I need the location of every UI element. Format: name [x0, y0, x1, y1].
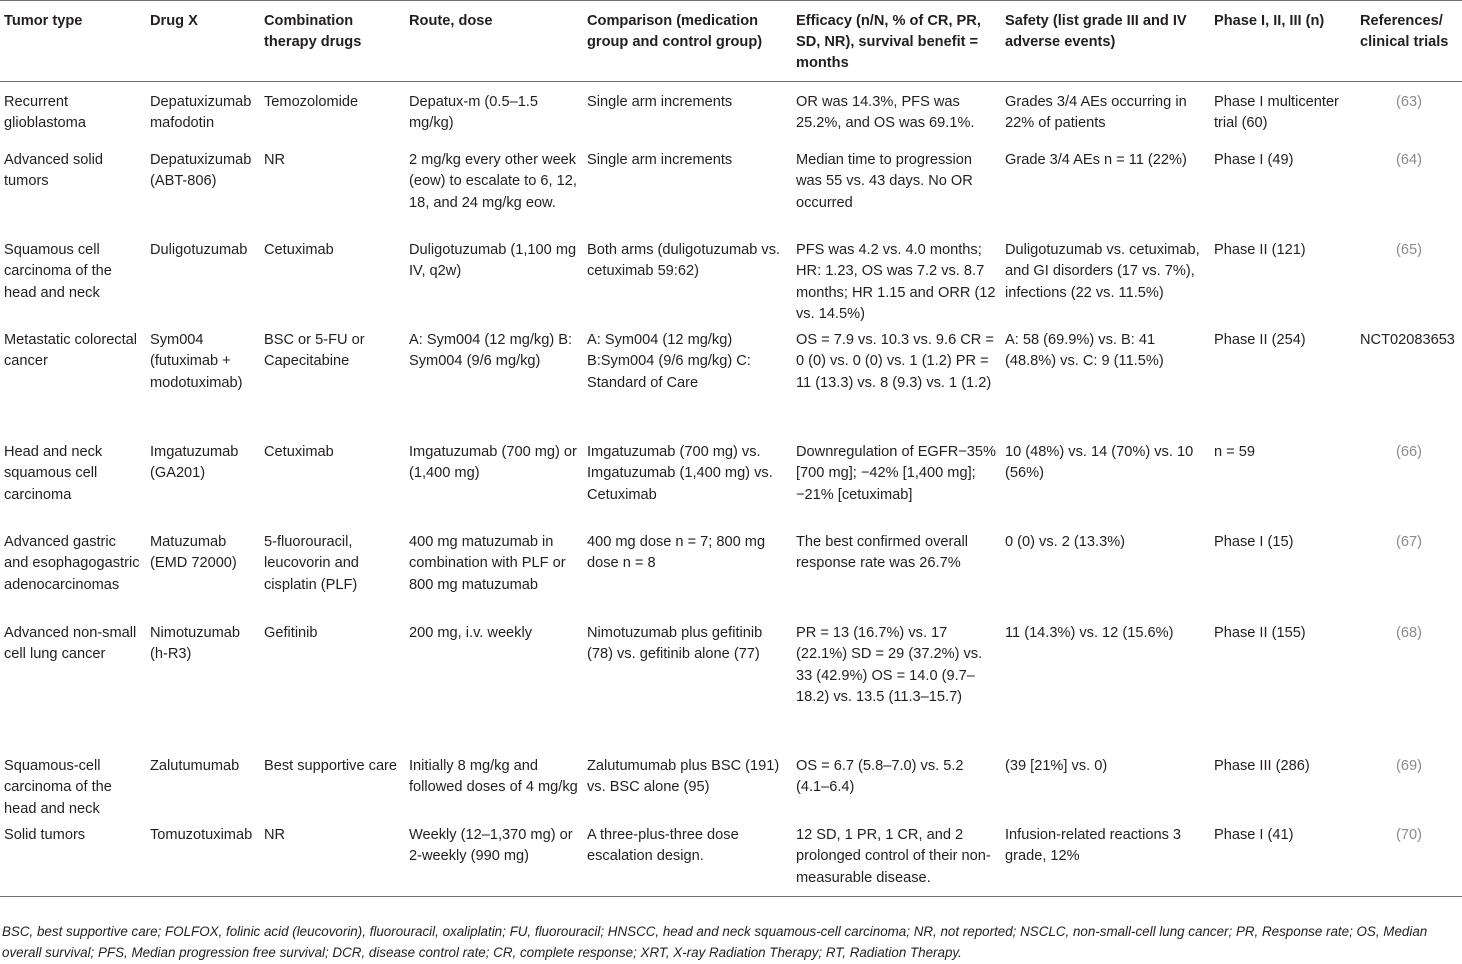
- cell-route-dose: 2 mg/kg every other week (eow) to escalate to 6, 12, 18, and 24 mg/kg eow.: [409, 152, 577, 211]
- cell-comparison: A: Sym004 (12 mg/kg) B:Sym004 (9/6 mg/kg) C: Standard of Care: [587, 332, 751, 391]
- header-tumor-type: Tumor type: [0, 1, 146, 82]
- cell-combination: BSC or 5-FU or Capecitabine: [264, 332, 365, 370]
- cell-phase: Phase II (155): [1214, 625, 1306, 642]
- cell-efficacy: OS = 7.9 vs. 10.3 vs. 9.6 CR = 0 (0) vs. 0 (0) vs. 1 (1.2) PR = 11 (13.3) vs. 8 (9.3) vs. 1 (1.2): [796, 332, 994, 391]
- cell-combination: Cetuximab: [264, 242, 334, 259]
- cell-reference-link[interactable]: (70): [1356, 825, 1462, 896]
- cell-comparison: Single arm increments: [587, 93, 733, 110]
- cell-efficacy: OR was 14.3%, PFS was 25.2%, and OS was 69.1%.: [796, 93, 975, 131]
- table-footnote: BSC, best supportive care; FOLFOX, folinic acid (leucovorin), fluorouracil, oxaliplatin; FU, fluorouracil; HNSCC, head and neck squamous-cell carcinoma; NR, not reported; NSCLC, non-small-cell lung cancer; PR, Response rate; OS, Median overall survival; PFS, Median progression free survival; DCR, disease control rate; CR, complete response; XRT, X-ray Radiation Therapy; RT, Radiation Therapy.: [2, 924, 1428, 960]
- cell-safety: 10 (48%) vs. 14 (70%) vs. 10 (56%): [1005, 444, 1194, 482]
- cell-efficacy: 12 SD, 1 PR, 1 CR, and 2 prolonged control of their non-measurable disease.: [792, 825, 1001, 896]
- cell-tumor-type: Recurrent glioblastoma: [4, 93, 86, 131]
- cell-route-dose: 200 mg, i.v. weekly: [409, 625, 533, 642]
- table-row: [0, 825, 1462, 896]
- cell-combination: Gefitinib: [264, 625, 318, 642]
- cell-route-dose: Weekly (12–1,370 mg) or 2-weekly (990 mg): [405, 825, 583, 896]
- cell-drug: Duligotuzumab: [150, 242, 248, 259]
- cell-drug: Sym004 (futuximab + modotuximab): [150, 332, 243, 391]
- header-references: References/ clinical trials: [1356, 1, 1462, 82]
- cell-phase: n = 59: [1214, 444, 1255, 461]
- cell-comparison: Single arm increments: [587, 152, 733, 169]
- cell-safety: 0 (0) vs. 2 (13.3%): [1005, 534, 1126, 551]
- header-phase: Phase I, II, III (n): [1210, 1, 1356, 82]
- table-body: [0, 81, 1462, 896]
- table-header: [0, 1, 1462, 82]
- cell-drug: Matuzumab (EMD 72000): [150, 534, 237, 572]
- cell-route-dose: Duligotuzumab (1,100 mg IV, q2w): [409, 242, 577, 280]
- table-row: [0, 532, 1462, 623]
- cell-combination: NR: [264, 152, 286, 169]
- cell-drug: Nimotuzumab (h-R3): [150, 625, 241, 663]
- cell-route-dose: Depatux-m (0.5–1.5 mg/kg): [409, 93, 538, 131]
- table-row: [0, 756, 1462, 825]
- cell-phase: Phase I (15): [1214, 534, 1294, 551]
- cell-efficacy: Downregulation of EGFR−35% [700 mg]; −42% [1,400 mg]; −21% [cetuximab]: [796, 444, 996, 503]
- header-drug: Drug X: [146, 1, 260, 82]
- cell-reference-link[interactable]: (65): [1396, 242, 1422, 259]
- header-safety: Safety (list grade III and IV adverse events): [1001, 1, 1210, 82]
- table-row: [0, 623, 1462, 756]
- cell-tumor-type: Solid tumors: [0, 825, 146, 896]
- cell-tumor-type: Squamous cell carcinoma of the head and neck: [4, 242, 112, 301]
- cell-reference-link[interactable]: (63): [1396, 93, 1422, 110]
- cell-clinical-trial-id: NCT02083653: [1360, 332, 1455, 349]
- cell-tumor-type: Advanced solid tumors: [4, 152, 103, 190]
- cell-safety: (39 [21%] vs. 0): [1005, 758, 1108, 775]
- cell-combination: Temozolomide: [264, 93, 359, 110]
- table-row: [0, 240, 1462, 330]
- header-row: [0, 1, 1462, 82]
- cell-reference-link[interactable]: (66): [1396, 444, 1422, 461]
- cell-efficacy: PFS was 4.2 vs. 4.0 months; HR: 1.23, OS was 7.2 vs. 8.7 months; HR 1.15 and ORR (12 vs. 14.5%): [796, 242, 996, 322]
- cell-safety: 11 (14.3%) vs. 12 (15.6%): [1005, 625, 1174, 642]
- cell-phase: Phase II (254): [1214, 332, 1306, 349]
- cell-drug: Imgatuzumab (GA201): [150, 444, 239, 482]
- table-row: [0, 330, 1462, 442]
- header-comparison: Comparison (medication group and control group): [583, 1, 792, 82]
- cell-phase: Phase I (49): [1214, 152, 1294, 169]
- cell-drug: Depatuxizumab mafodotin: [150, 93, 252, 131]
- cell-combination: NR: [260, 825, 405, 896]
- cell-comparison: Nimotuzumab plus gefitinib (78) vs. gefitinib alone (77): [587, 625, 763, 663]
- cell-drug: Zalutumumab: [150, 758, 240, 775]
- table-row: [0, 81, 1462, 150]
- cell-efficacy: The best confirmed overall response rate was 26.7%: [796, 534, 968, 572]
- cell-tumor-type: Advanced non-small cell lung cancer: [4, 625, 137, 663]
- cell-route-dose: Initially 8 mg/kg and followed doses of 4 mg/kg: [409, 758, 578, 796]
- cell-efficacy: PR = 13 (16.7%) vs. 17 (22.1%) SD = 29 (37.2%) vs. 33 (42.9%) OS = 14.0 (9.7–18.2) vs. 13.5 (11.3–15.7): [796, 625, 983, 705]
- cell-tumor-type: Head and neck squamous cell carcinoma: [4, 444, 103, 503]
- cell-tumor-type: Metastatic colorectal cancer: [4, 332, 138, 370]
- cell-tumor-type: Advanced gastric and esophagogastric adenocarcinomas: [4, 534, 140, 593]
- cell-comparison: A three-plus-three dose escalation design.: [583, 825, 792, 896]
- cell-phase: Phase I (41): [1210, 825, 1356, 896]
- table-row: [0, 150, 1462, 240]
- cell-tumor-type: Squamous-cell carcinoma of the head and neck: [4, 758, 112, 817]
- cell-phase: Phase II (121): [1214, 242, 1306, 259]
- cell-combination: Best supportive care: [264, 758, 398, 775]
- cell-efficacy: Median time to progression was 55 vs. 43 days. No OR occurred: [796, 152, 973, 211]
- header-route-dose: Route, dose: [405, 1, 583, 82]
- cell-phase: Phase I multicenter trial (60): [1214, 93, 1339, 131]
- cell-safety: Duligotuzumab vs. cetuximab, and GI disorders (17 vs. 7%), infections (22 vs. 11.5%): [1005, 242, 1200, 301]
- cell-combination: 5-fluorouracil, leucovorin and cisplatin (PLF): [264, 534, 359, 593]
- cell-comparison: 400 mg dose n = 7; 800 mg dose n = 8: [587, 534, 766, 572]
- cell-phase: Phase III (286): [1214, 758, 1310, 775]
- cell-safety: A: 58 (69.9%) vs. B: 41 (48.8%) vs. C: 9 (11.5%): [1005, 332, 1164, 370]
- cell-combination: Cetuximab: [264, 444, 334, 461]
- cell-efficacy: OS = 6.7 (5.8–7.0) vs. 5.2 (4.1–6.4): [796, 758, 964, 796]
- cell-drug: Depatuxizumab (ABT-806): [150, 152, 252, 190]
- cell-reference-link[interactable]: (68): [1396, 625, 1422, 642]
- cell-safety: Grade 3/4 AEs n = 11 (22%): [1005, 152, 1187, 169]
- cell-comparison: Both arms (duligotuzumab vs. cetuximab 59:62): [587, 242, 781, 280]
- cell-comparison: Imgatuzumab (700 mg) vs. Imgatuzumab (1,400 mg) vs. Cetuximab: [587, 444, 773, 503]
- cell-reference-link[interactable]: (69): [1396, 758, 1422, 775]
- table-row: [0, 442, 1462, 532]
- header-combination-therapy: Combination therapy drugs: [260, 1, 405, 82]
- cell-route-dose: 400 mg matuzumab in combination with PLF or 800 mg matuzumab: [409, 534, 566, 593]
- cell-route-dose: Imgatuzumab (700 mg) or (1,400 mg): [409, 444, 577, 482]
- cell-safety: Infusion-related reactions 3 grade, 12%: [1001, 825, 1210, 896]
- cell-comparison: Zalutumumab plus BSC (191) vs. BSC alone (95): [587, 758, 780, 796]
- cell-safety: Grades 3/4 AEs occurring in 22% of patients: [1005, 93, 1187, 131]
- cell-route-dose: A: Sym004 (12 mg/kg) B: Sym004 (9/6 mg/kg): [409, 332, 573, 370]
- cell-reference-link[interactable]: (67): [1396, 534, 1422, 551]
- cell-drug: Tomuzotuximab: [146, 825, 260, 896]
- cell-reference-link[interactable]: (64): [1396, 152, 1422, 169]
- header-efficacy: Efficacy (n/N, % of CR, PR, SD, NR), survival benefit = months: [792, 1, 1001, 82]
